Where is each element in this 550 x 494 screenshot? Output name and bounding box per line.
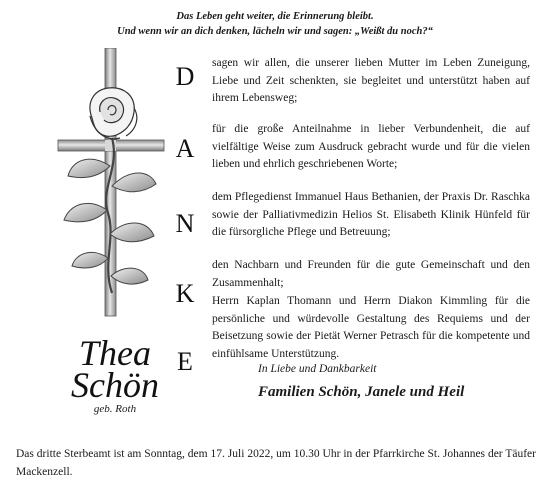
closing-line: In Liebe und Dankbarkeit <box>258 363 377 375</box>
family-signature: Familien Schön, Janele und Heil <box>258 384 465 400</box>
deceased-last-name: Schön <box>71 365 159 405</box>
danke-letter-a: A <box>175 134 195 163</box>
motto <box>0 9 550 39</box>
motto-line-2: Und wenn wir an dich denken, lächeln wir und sagen: „Weißt du noch?“ <box>117 26 433 37</box>
danke-letter-d: D <box>175 62 195 91</box>
motto-line-1: Das Leben geht weiter, die Erinnerung bleibt. <box>176 11 374 22</box>
thanks-paragraph-1: sagen wir allen, die unserer lieben Mutter im Leben Zuneigung, Liebe und Zeit schenkten, sie begleitet und unterstützt haben auf ihrem Lebensweg; <box>212 57 530 105</box>
cross-with-rose-illustration <box>50 48 180 318</box>
maiden-name: geb. Roth <box>93 403 137 415</box>
danke-letter-e: E <box>177 347 193 376</box>
danke-letter-n: N <box>175 209 195 238</box>
service-notice: Das dritte Sterbeamt ist am Sonntag, dem 17. Juli 2022, um 10.30 Uhr in der Pfarrkirche St. Johannes der Täufer Mackenzell. <box>16 448 536 478</box>
thanks-paragraph-3: dem Pflegedienst Immanuel Haus Bethanien, der Praxis Dr. Raschka sowie der Palliativmedizin Helios St. Elisabeth Klinik Hünfeld für die fürsorgliche Pflege und Betreuung; <box>212 191 530 239</box>
thanks-paragraph-2: für die große Anteilnahme in lieber Verbundenheit, die auf vielfältige Weise zum Ausdruck gebracht wurde und für die vielen lieben und ehrlich geschriebenen Worte; <box>212 123 530 171</box>
thanks-paragraph-4: den Nachbarn und Freunden für die gute Gemeinschaft und den Zusammenhalt; <box>212 259 530 289</box>
thanks-paragraph-5: Herrn Kaplan Thomann und Herrn Diakon Kimmling für die persönliche und würdevolle Gestaltung des Requiems und der Beisetzung sowie der Pietät Werner Petrasch für die kompetente und einfühlsame Unterstützung. <box>212 295 530 361</box>
danke-letter-k: K <box>175 279 195 308</box>
deceased-first-name: Thea <box>79 333 151 373</box>
